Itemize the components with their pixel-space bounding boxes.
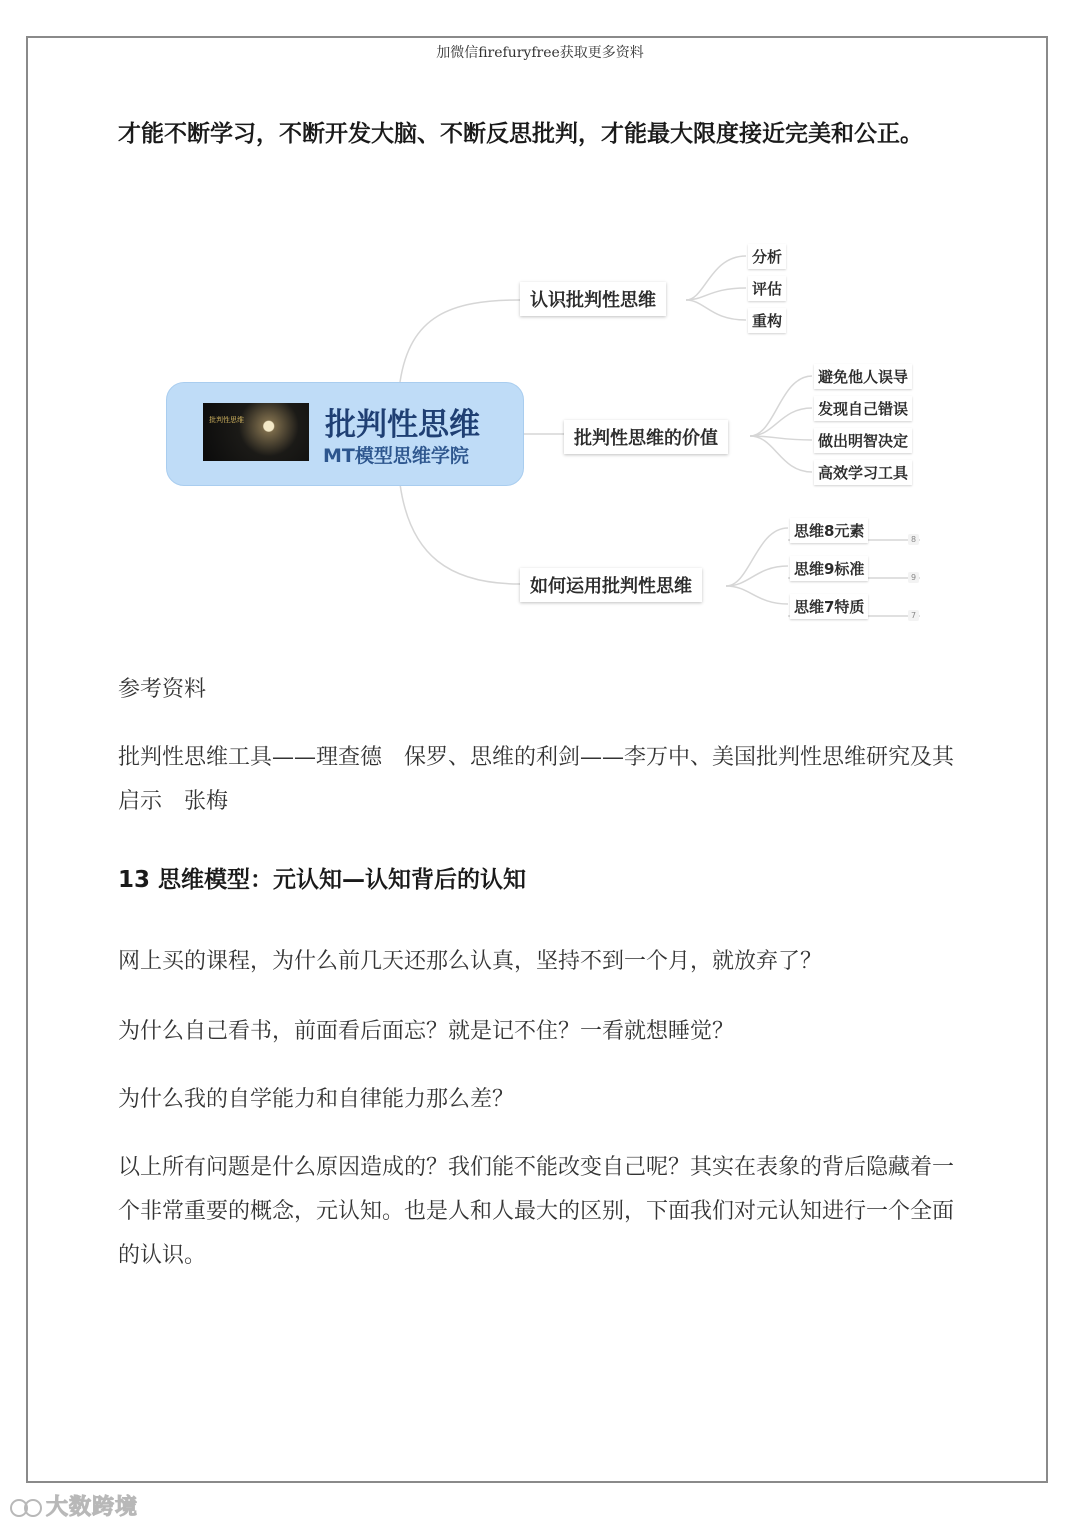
branch-1-leaf-1: 分析 xyxy=(748,244,786,269)
branch-1-label: 认识批判性思维 xyxy=(520,282,666,316)
mindmap xyxy=(160,236,940,634)
root-title: 批判性思维 xyxy=(325,407,480,443)
branch-3-leaf-3: 思维7特质 xyxy=(790,594,868,619)
root-subtitle: MT模型思维学院 xyxy=(323,445,469,467)
connector-root-branch3 xyxy=(400,484,520,584)
branch-2-leaf-2: 发现自己错误 xyxy=(814,396,912,421)
references-heading: 参考资料 xyxy=(118,677,207,702)
root-thumbnail-image xyxy=(203,403,309,461)
branch-2-label: 批判性思维的价值 xyxy=(564,420,728,454)
references-body: 批判性思维工具——理查德 保罗、思维的利剑——李万中、美国批判性思维研究及其启示 张梅 xyxy=(118,745,955,814)
connector-b2-leaf1 xyxy=(750,376,812,436)
connector-b3-leaf3 xyxy=(726,586,788,604)
branch-3-leaf-3-count: 7 xyxy=(908,610,919,621)
connector-b1-leaf3 xyxy=(686,300,746,320)
connector-b1-leaf1 xyxy=(686,256,746,300)
root-thumbnail-text: 批判性思维 xyxy=(209,416,244,424)
branch-2-leaf-4: 高效学习工具 xyxy=(814,460,912,485)
connector-b3-leaf1 xyxy=(726,528,788,586)
branch-2-leaf-3: 做出明智决定 xyxy=(814,428,912,453)
paragraph-2: 为什么自己看书，前面看后面忘？就是记不住？一看就想睡觉？ xyxy=(118,1019,735,1044)
header-note: 加微信firefuryfree获取更多资料 xyxy=(436,45,644,61)
branch-2-leaf-1: 避免他人误导 xyxy=(814,364,912,389)
paragraph-4: 以上所有问题是什么原因造成的？我们能不能改变自己呢？其实在表象的背后隐藏着一个非常重要的概念，元认知。也是人和人最大的区别，下面我们对元认知进行一个全面的认识。 xyxy=(118,1155,955,1268)
branch-3-leaf-2-count: 9 xyxy=(908,572,919,583)
intro-paragraph: 才能不断学习，不断开发大脑、不断反思批判，才能最大限度接近完美和公正。 xyxy=(118,121,923,147)
branch-1-leaf-3: 重构 xyxy=(748,308,786,333)
mindmap-root xyxy=(166,382,524,486)
connector-b1-leaf2 xyxy=(686,288,746,300)
watermark xyxy=(8,1490,138,1521)
section-title: 13 思维模型：元认知—认知背后的认知 xyxy=(118,867,527,893)
branch-3-leaf-2: 思维9标准 xyxy=(790,556,868,581)
watermark-text: 大数跨境 xyxy=(46,1495,139,1520)
branch-3-leaf-1-count: 8 xyxy=(908,534,919,545)
connector-b2-leaf2 xyxy=(750,408,812,436)
branch-3-leaf-1: 思维8元素 xyxy=(790,518,868,543)
paragraph-3: 为什么我的自学能力和自律能力那么差？ xyxy=(118,1087,515,1112)
paragraph-1: 网上买的课程，为什么前几天还那么认真，坚持不到一个月，就放弃了？ xyxy=(118,949,823,974)
branch-3-label: 如何运用批判性思维 xyxy=(520,568,702,602)
watermark-logo-icon xyxy=(8,1497,44,1519)
branch-1-leaf-2: 评估 xyxy=(748,276,786,301)
connector-b2-leaf4 xyxy=(750,436,812,472)
connector-root-branch1 xyxy=(400,300,520,382)
